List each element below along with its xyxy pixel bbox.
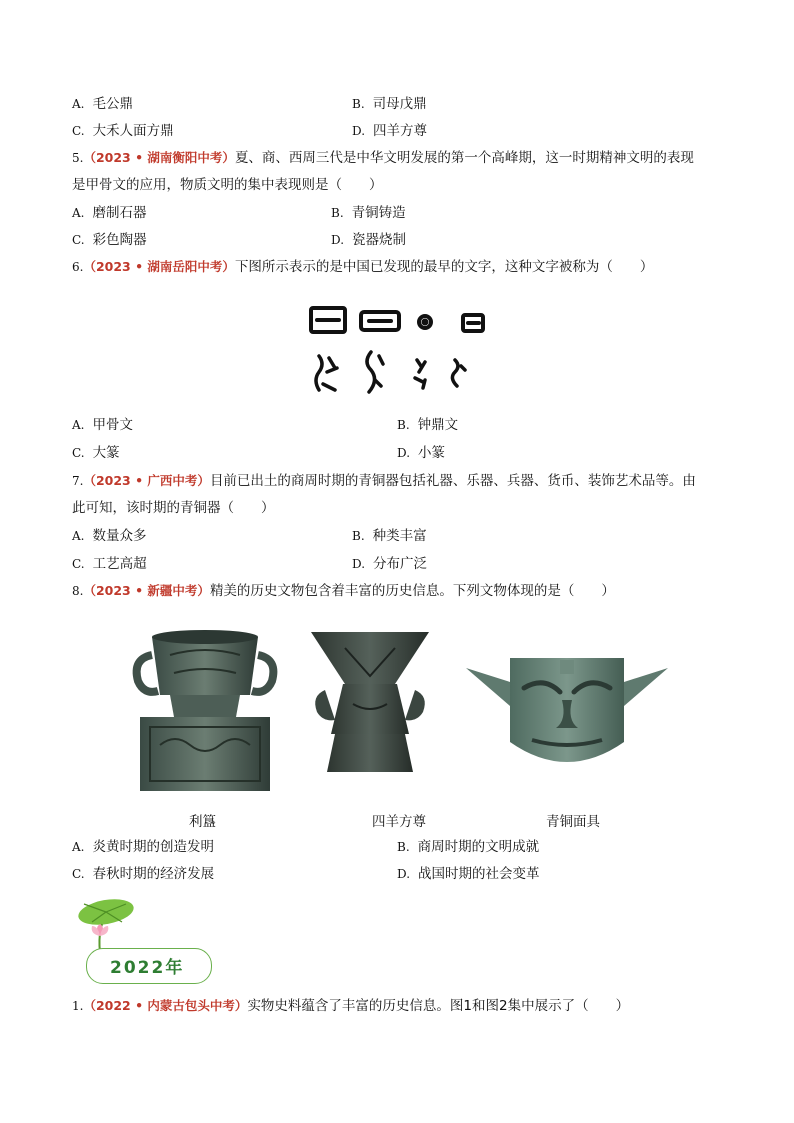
question-text: 此可知，该时期的青铜器（ ） <box>72 500 275 516</box>
option-text: 司母戊鼎 <box>372 96 427 112</box>
question-source: （2023 • 新疆中考） <box>83 583 210 598</box>
option-text: 数量众多 <box>92 528 147 544</box>
option-text: 大禾人面方鼎 <box>92 123 174 139</box>
question-source: （2023 • 湖南岳阳中考） <box>83 259 235 274</box>
option-text: 工艺高超 <box>92 556 147 572</box>
artifact-caption-1: 利簋 <box>189 814 216 830</box>
option-letter: B. <box>397 418 410 432</box>
option-letter: A. <box>72 529 85 543</box>
option-text: 钟鼎文 <box>417 417 459 433</box>
option-letter: A. <box>72 840 85 854</box>
option-letter: B. <box>331 206 344 220</box>
q5-option-d[interactable] <box>331 230 406 250</box>
option-text: 战国时期的社会变革 <box>418 866 540 882</box>
question-number: 5. <box>72 151 84 165</box>
q6-option-a[interactable] <box>72 415 133 435</box>
option-text: 分布广泛 <box>373 556 428 572</box>
option-text: 春秋时期的经济发展 <box>92 866 215 882</box>
question-text: 精美的历史文物包含着丰富的历史信息。下列文物体现的是（ ） <box>209 583 615 599</box>
q6-stem <box>72 257 653 277</box>
option-text: 彩色陶器 <box>92 232 147 248</box>
q5-option-b[interactable] <box>331 203 406 223</box>
oracle-bone-characters-image <box>305 300 495 400</box>
q7-option-b[interactable] <box>352 526 427 546</box>
question-number: 8. <box>72 584 84 598</box>
q4-option-b[interactable] <box>352 94 427 114</box>
option-text: 大篆 <box>92 445 120 461</box>
q6-option-c[interactable] <box>72 443 120 463</box>
option-letter: C. <box>72 557 85 571</box>
option-text: 磨制石器 <box>92 205 147 221</box>
q4-option-a[interactable] <box>72 94 133 114</box>
option-text: 四羊方尊 <box>373 123 428 139</box>
q6-option-d[interactable] <box>397 443 445 463</box>
q2022-1-stem <box>72 996 629 1016</box>
question-text: 实物史料蕴含了丰富的历史信息。图1和图2集中展示了（ ） <box>247 998 630 1014</box>
question-text: 是甲骨文的应用，物质文明的集中表现则是（ ） <box>72 177 383 193</box>
q8-option-a[interactable] <box>72 837 214 857</box>
option-letter: A. <box>72 206 85 220</box>
question-text: 夏、商、西周三代是中华文明发展的第一个高峰期，这一时期精神文明的表现 <box>234 150 694 166</box>
option-text: 小篆 <box>418 445 446 461</box>
option-text: 炎黄时期的创造发明 <box>92 839 214 855</box>
option-letter: B. <box>397 840 410 854</box>
q7-option-d[interactable] <box>352 554 427 574</box>
q7-option-a[interactable] <box>72 526 146 546</box>
option-letter: C. <box>72 446 85 460</box>
section-year-label: 2022年 <box>110 958 185 978</box>
q8-option-c[interactable] <box>72 864 214 884</box>
q5-option-a[interactable] <box>72 203 146 223</box>
q4-option-d[interactable] <box>352 121 427 141</box>
option-letter: D. <box>352 124 366 138</box>
question-text: 目前已出土的商周时期的青铜器包括礼器、乐器、兵器、货币、装饰艺术品等。由 <box>209 473 696 489</box>
option-text: 毛公鼎 <box>92 96 133 112</box>
option-letter: D. <box>331 233 345 247</box>
artifact-caption-2: 四羊方尊 <box>372 814 426 830</box>
q5-stem-line1 <box>72 148 694 168</box>
option-letter: A. <box>72 418 85 432</box>
q7-option-c[interactable] <box>72 554 147 574</box>
option-text: 种类丰富 <box>372 528 427 544</box>
question-source: （2023 • 湖南衡阳中考） <box>83 150 235 165</box>
option-letter: C. <box>72 233 85 247</box>
q7-stem-line2 <box>72 498 275 518</box>
option-text: 甲骨文 <box>92 417 133 433</box>
option-letter: C. <box>72 124 85 138</box>
q4-option-c[interactable] <box>72 121 174 141</box>
option-letter: D. <box>397 446 411 460</box>
q8-option-d[interactable] <box>397 864 540 884</box>
option-letter: D. <box>352 557 366 571</box>
li-gui-bronze-image <box>130 625 280 795</box>
option-letter: B. <box>352 529 365 543</box>
q6-option-b[interactable] <box>397 415 458 435</box>
q5-stem-line2 <box>72 175 383 195</box>
four-ram-zun-image <box>305 628 435 776</box>
question-number: 1. <box>72 999 84 1013</box>
option-text: 瓷器烧制 <box>352 232 407 248</box>
option-letter: B. <box>352 97 365 111</box>
q8-stem <box>72 581 615 601</box>
question-text: 下图所示表示的是中国已发现的最早的文字，这种文字被称为（ ） <box>234 259 654 275</box>
option-letter: D. <box>397 867 411 881</box>
option-text: 青铜铸造 <box>351 205 406 221</box>
q7-stem-line1 <box>72 471 696 491</box>
option-letter: C. <box>72 867 85 881</box>
option-letter: A. <box>72 97 85 111</box>
q5-option-c[interactable] <box>72 230 147 250</box>
artifact-caption-3: 青铜面具 <box>546 814 600 830</box>
q8-option-b[interactable] <box>397 837 539 857</box>
question-number: 6. <box>72 260 84 274</box>
bronze-mask-image <box>462 650 672 775</box>
option-text: 商周时期的文明成就 <box>417 839 540 855</box>
question-number: 7. <box>72 474 84 488</box>
question-source: （2022 • 内蒙古包头中考） <box>83 998 248 1013</box>
question-source: （2023 • 广西中考） <box>83 473 210 488</box>
